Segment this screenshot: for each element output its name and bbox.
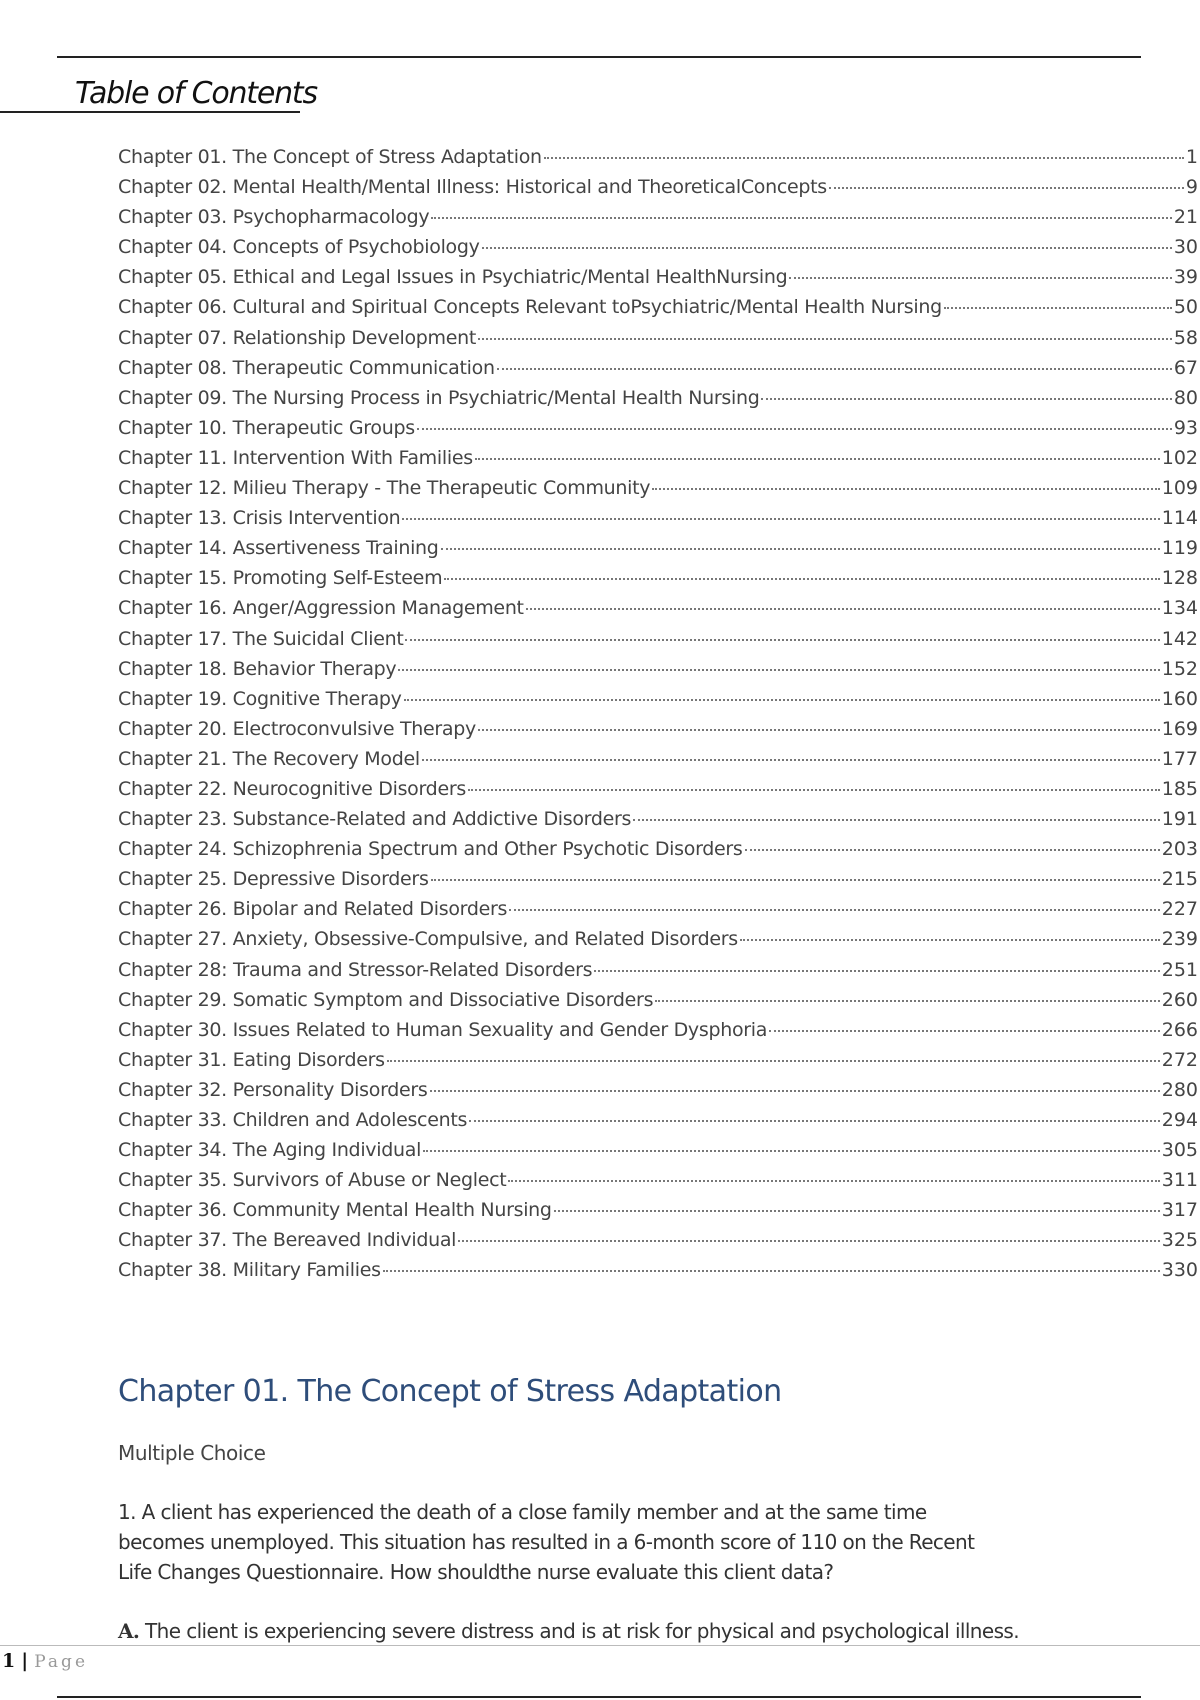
toc-dot-leader	[423, 1150, 1160, 1152]
toc-entry-page[interactable]: 93	[1173, 416, 1198, 439]
toc-entry[interactable]	[118, 597, 1198, 627]
toc-entry-page[interactable]: 169	[1161, 717, 1198, 740]
toc-dot-leader	[761, 398, 1171, 400]
toc-entry[interactable]	[118, 959, 1198, 989]
toc-title-underline	[0, 111, 300, 113]
toc-entry-page[interactable]: 227	[1161, 898, 1198, 921]
toc-entry-page[interactable]: 109	[1161, 477, 1198, 500]
toc-entry-page[interactable]: 160	[1161, 687, 1198, 710]
toc-dot-leader	[383, 1270, 1160, 1272]
toc-dot-leader	[404, 699, 1160, 701]
toc-entry-label[interactable]: Chapter 24. Schizophrenia Spectrum and Other Psychotic Disorders	[118, 838, 743, 861]
toc-entry[interactable]	[118, 477, 1198, 507]
toc-entry-label[interactable]: Chapter 34. The Aging Individual	[118, 1139, 422, 1162]
answer-option-a	[118, 1619, 1178, 1643]
toc-entry[interactable]	[118, 447, 1198, 477]
toc-entry[interactable]	[118, 778, 1198, 808]
chapter-heading: Chapter 01. The Concept of Stress Adaptation	[118, 1374, 782, 1409]
toc-entry[interactable]	[118, 1139, 1198, 1169]
toc-entry-label[interactable]: Chapter 06. Cultural and Spiritual Concepts Relevant toPsychiatric/Mental Health Nursing	[118, 296, 942, 319]
toc-entry[interactable]	[118, 176, 1198, 206]
toc-entry-page[interactable]: 67	[1173, 356, 1198, 379]
toc-dot-leader	[458, 1240, 1160, 1242]
toc-entry-page[interactable]: 30	[1173, 236, 1198, 259]
toc-entry-page[interactable]: 260	[1161, 988, 1198, 1011]
toc-entry-label[interactable]: Chapter 18. Behavior Therapy	[118, 657, 397, 680]
toc-entry-label[interactable]: Chapter 20. Electroconvulsive Therapy	[118, 717, 476, 740]
toc-dot-leader	[769, 1030, 1160, 1032]
toc-entry-page[interactable]: 21	[1173, 206, 1198, 229]
toc-entry-label[interactable]: Chapter 37. The Bereaved Individual	[118, 1229, 457, 1252]
toc-entry-page[interactable]: 119	[1161, 537, 1198, 560]
toc-dot-leader	[482, 247, 1172, 249]
toc-entry-label[interactable]: Chapter 22. Neurocognitive Disorders	[118, 777, 466, 800]
toc-dot-leader	[430, 1090, 1160, 1092]
toc-dot-leader	[444, 578, 1159, 580]
toc-entry[interactable]	[118, 567, 1198, 597]
toc-entry[interactable]	[118, 236, 1198, 266]
toc-dot-leader	[475, 458, 1160, 460]
toc-entry[interactable]	[118, 838, 1198, 868]
toc-dot-leader	[740, 939, 1160, 941]
toc-dot-leader	[441, 548, 1160, 550]
toc-entry-page[interactable]: 114	[1161, 507, 1198, 530]
toc-entry-page[interactable]: 134	[1161, 597, 1198, 620]
toc-entry-label[interactable]: Chapter 15. Promoting Self-Esteem	[118, 567, 443, 590]
toc-entry-page[interactable]: 80	[1173, 386, 1198, 409]
toc-entry-page[interactable]: 266	[1161, 1018, 1198, 1041]
toc-entry-label[interactable]: Chapter 09. The Nursing Process in Psychiatric/Mental Health Nursing	[118, 386, 760, 409]
toc-title: Table of Contents	[75, 76, 317, 111]
toc-entry-label[interactable]: Chapter 02. Mental Health/Mental Illness: Historical and TheoreticalConcepts	[118, 176, 827, 199]
toc-entry-label[interactable]: Chapter 10. Therapeutic Groups	[118, 416, 415, 439]
toc-entry-label[interactable]: Chapter 28: Trauma and Stressor-Related Disorders	[118, 958, 593, 981]
toc-entry-label[interactable]: Chapter 32. Personality Disorders	[118, 1078, 428, 1101]
toc-entry-label[interactable]: Chapter 27. Anxiety, Obsessive-Compulsive, and Related Disorders	[118, 928, 738, 951]
toc-entry-label[interactable]: Chapter 14. Assertiveness Training	[118, 537, 439, 560]
toc-entry[interactable]	[118, 1019, 1198, 1049]
toc-entry-label[interactable]: Chapter 33. Children and Adolescents	[118, 1109, 468, 1131]
footer-page-word: Page	[34, 1652, 89, 1672]
question-text: 1. A client has experienced the death of a close family member and at the same time becomes unemployed. This situation has resulted in a 6-month score of 110 on the Recent Life Changes Questionnaire. How shouldthe nurse evaluate this client data?	[118, 1500, 975, 1584]
toc-entry-label[interactable]: Chapter 35. Survivors of Abuse or Neglect	[118, 1169, 507, 1192]
toc-entry-label[interactable]: Chapter 17. The Suicidal Client	[118, 627, 404, 650]
toc-entry-page[interactable]: 317	[1161, 1199, 1198, 1222]
toc-entry-label[interactable]: Chapter 38. Military Families	[118, 1259, 381, 1282]
toc-entry[interactable]	[118, 327, 1198, 357]
toc-entry[interactable]	[118, 898, 1198, 928]
toc-entry-page[interactable]: 152	[1161, 657, 1198, 680]
toc-dot-leader	[508, 1180, 1159, 1182]
toc-entry-label[interactable]: Chapter 30. Issues Related to Human Sexuality and Gender Dysphoria	[118, 1018, 768, 1041]
toc-dot-leader	[497, 368, 1172, 370]
toc-entry-label[interactable]: Chapter 01. The Concept of Stress Adaptation	[118, 146, 542, 168]
toc-entry-label[interactable]: Chapter 29. Somatic Symptom and Dissociative Disorders	[118, 988, 654, 1011]
toc-entry-page[interactable]: 142	[1161, 627, 1198, 650]
toc-entry-page[interactable]: 191	[1161, 808, 1198, 831]
toc-dot-leader	[405, 639, 1159, 641]
toc-entry-page[interactable]: 9	[1185, 176, 1198, 199]
toc-entry-label[interactable]: Chapter 23. Substance-Related and Addictive Disorders	[118, 808, 632, 831]
toc-dot-leader	[478, 729, 1160, 731]
toc-entry[interactable]	[118, 1109, 1198, 1139]
toc-entry-page[interactable]: 294	[1161, 1109, 1198, 1131]
section-label: Multiple Choice	[118, 1441, 266, 1465]
toc-dot-leader	[652, 488, 1160, 490]
footer-rule	[0, 1645, 1200, 1646]
toc-entry[interactable]	[118, 1229, 1198, 1259]
toc-entry[interactable]	[118, 507, 1198, 537]
toc-entry-page[interactable]: 215	[1161, 868, 1198, 891]
toc-entry-page[interactable]: 39	[1173, 266, 1198, 289]
toc-entry-label[interactable]: Chapter 31. Eating Disorders	[118, 1048, 385, 1071]
toc-dot-leader	[829, 187, 1184, 189]
toc-entry[interactable]	[118, 357, 1198, 387]
toc-dot-leader	[789, 277, 1171, 279]
toc-entry-page[interactable]: 102	[1161, 446, 1198, 469]
toc-entry-label[interactable]: Chapter 03. Psychopharmacology	[118, 206, 430, 229]
toc-entry-label[interactable]: Chapter 36. Community Mental Health Nursing	[118, 1199, 552, 1222]
toc-entry-page[interactable]: 177	[1161, 747, 1198, 770]
toc-list	[118, 146, 1198, 1290]
toc-dot-leader	[422, 759, 1160, 761]
toc-entry[interactable]	[118, 206, 1198, 236]
toc-dot-leader	[745, 849, 1160, 851]
toc-entry[interactable]	[118, 1259, 1198, 1289]
toc-dot-leader	[468, 789, 1160, 791]
answer-text: The client is experiencing severe distress and is at risk for physical and psychological illness.	[145, 1619, 1019, 1643]
toc-dot-leader	[655, 1000, 1160, 1002]
toc-entry[interactable]	[118, 868, 1198, 898]
toc-entry-label[interactable]: Chapter 12. Milieu Therapy - The Therapeutic Community	[118, 477, 651, 500]
toc-entry-label[interactable]: Chapter 07. Relationship Development	[118, 326, 477, 349]
toc-entry-page[interactable]: 311	[1161, 1169, 1198, 1192]
toc-dot-leader	[398, 669, 1159, 671]
toc-dot-leader	[417, 428, 1172, 430]
toc-dot-leader	[402, 518, 1159, 520]
toc-entry[interactable]	[118, 748, 1198, 778]
footer-separator: |	[21, 1650, 29, 1672]
toc-entry-label[interactable]: Chapter 21. The Recovery Model	[118, 747, 420, 770]
toc-entry-label[interactable]: Chapter 04. Concepts of Psychobiology	[118, 236, 480, 259]
bottom-rule	[57, 1696, 1141, 1698]
toc-entry[interactable]	[118, 928, 1198, 958]
toc-entry-label[interactable]: Chapter 05. Ethical and Legal Issues in Psychiatric/Mental HealthNursing	[118, 266, 788, 289]
toc-entry[interactable]	[118, 808, 1198, 838]
answer-letter: A.	[118, 1619, 140, 1643]
toc-entry-page[interactable]: 280	[1161, 1078, 1198, 1101]
toc-entry[interactable]	[118, 989, 1198, 1019]
toc-entry-label[interactable]: Chapter 16. Anger/Aggression Management	[118, 597, 524, 620]
toc-entry[interactable]	[118, 1079, 1198, 1109]
toc-entry-label[interactable]: Chapter 25. Depressive Disorders	[118, 868, 429, 891]
toc-entry[interactable]	[118, 266, 1198, 296]
toc-dot-leader	[594, 970, 1159, 972]
toc-entry[interactable]	[118, 628, 1198, 658]
toc-entry[interactable]	[118, 387, 1198, 417]
toc-entry-page[interactable]: 58	[1173, 326, 1198, 349]
toc-dot-leader	[469, 1120, 1160, 1122]
toc-entry[interactable]	[118, 718, 1198, 748]
toc-entry[interactable]	[118, 146, 1198, 176]
toc-entry-page[interactable]: 325	[1161, 1229, 1198, 1252]
toc-dot-leader	[431, 879, 1160, 881]
toc-entry-page[interactable]: 272	[1161, 1048, 1198, 1071]
toc-entry-label[interactable]: Chapter 11. Intervention With Families	[118, 446, 473, 469]
toc-entry-label[interactable]: Chapter 19. Cognitive Therapy	[118, 687, 402, 710]
toc-entry-label[interactable]: Chapter 13. Crisis Intervention	[118, 507, 401, 530]
toc-entry-page[interactable]: 305	[1161, 1139, 1198, 1162]
toc-dot-leader	[431, 217, 1172, 219]
toc-entry[interactable]	[118, 688, 1198, 718]
toc-entry-page[interactable]: 1	[1185, 146, 1198, 168]
toc-dot-leader	[509, 909, 1160, 911]
toc-dot-leader	[478, 338, 1172, 340]
top-rule	[57, 56, 1141, 58]
toc-entry[interactable]	[118, 537, 1198, 567]
toc-entry[interactable]	[118, 1169, 1198, 1199]
toc-entry-page[interactable]: 239	[1161, 928, 1198, 951]
toc-dot-leader	[526, 608, 1160, 610]
toc-entry[interactable]	[118, 296, 1198, 326]
toc-dot-leader	[387, 1060, 1160, 1062]
toc-entry[interactable]	[118, 658, 1198, 688]
toc-entry[interactable]	[118, 1199, 1198, 1229]
toc-entry-page[interactable]: 251	[1161, 958, 1198, 981]
toc-entry-page[interactable]: 203	[1161, 838, 1198, 861]
toc-entry-label[interactable]: Chapter 26. Bipolar and Related Disorders	[118, 898, 508, 921]
page-footer	[2, 1650, 88, 1672]
toc-dot-leader	[544, 157, 1184, 159]
toc-entry-label[interactable]: Chapter 08. Therapeutic Communication	[118, 356, 495, 379]
toc-dot-leader	[633, 819, 1160, 821]
toc-entry[interactable]	[118, 1049, 1198, 1079]
toc-dot-leader	[944, 307, 1172, 309]
footer-page-number: 1	[2, 1650, 16, 1672]
toc-entry-page[interactable]: 185	[1161, 777, 1198, 800]
toc-entry[interactable]	[118, 417, 1198, 447]
toc-entry-page[interactable]: 50	[1173, 296, 1198, 319]
toc-entry-page[interactable]: 330	[1161, 1259, 1198, 1282]
toc-dot-leader	[554, 1210, 1160, 1212]
toc-entry-page[interactable]: 128	[1161, 567, 1198, 590]
